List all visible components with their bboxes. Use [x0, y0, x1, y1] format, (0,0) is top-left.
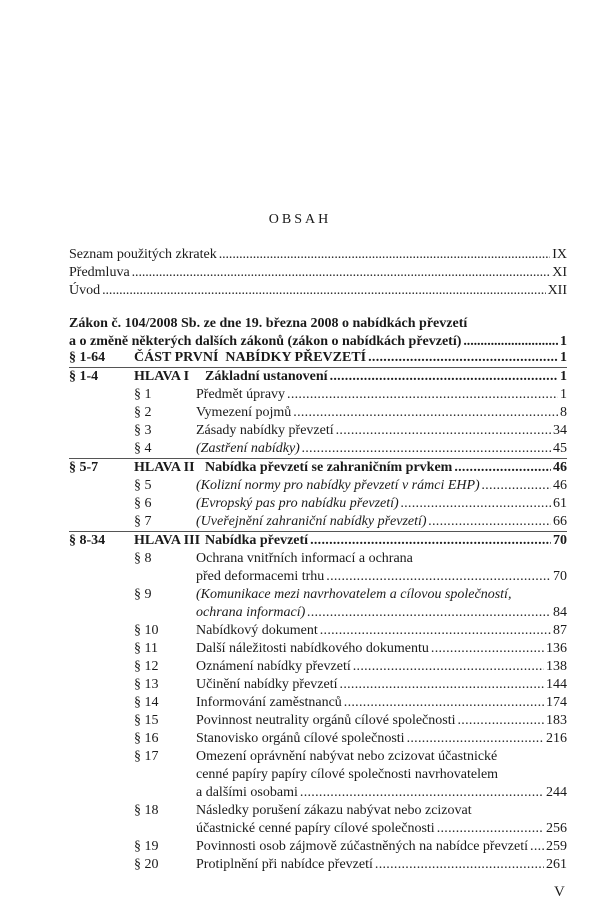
leader-dots	[293, 404, 558, 422]
entry-page: 1	[560, 334, 567, 349]
toc-section-8[interactable]	[69, 550, 567, 586]
leader-dots	[320, 622, 551, 640]
leader-dots	[482, 477, 551, 495]
page-title: OBSAH	[268, 212, 332, 227]
section-title: Předmět úpravy	[196, 387, 286, 402]
toc-section-5[interactable]	[69, 477, 567, 495]
section-number: § 18	[134, 803, 159, 818]
section-range: § 1-4	[69, 369, 99, 384]
entry-page: 144	[546, 677, 567, 692]
hlava-label: Základní ustanovení	[205, 369, 328, 384]
leader-dots	[307, 604, 551, 622]
entry-page: 216	[546, 731, 567, 746]
entry-page: XII	[547, 283, 567, 298]
section-number: § 12	[134, 659, 159, 674]
section-number: § 5	[134, 478, 152, 493]
toc-section-15[interactable]	[69, 712, 567, 730]
section-number: § 19	[134, 839, 159, 854]
entry-page: 183	[546, 713, 567, 728]
section-title: Informování zaměstnanců	[196, 695, 342, 710]
entry-page: 138	[546, 659, 567, 674]
section-title: (Uveřejnění zahraniční nabídky převzetí)	[196, 514, 427, 529]
toc-section-10[interactable]	[69, 622, 567, 640]
section-title: Další náležitosti nabídkového dokumentu	[196, 641, 429, 656]
section-range: § 8-34	[69, 533, 106, 548]
leader-dots	[344, 694, 544, 712]
section-title: Zásady nabídky převzetí	[196, 423, 334, 438]
section-number: § 4	[134, 441, 152, 456]
entry-page: 1	[560, 350, 567, 365]
leader-dots	[407, 730, 544, 748]
entry-page: 46	[553, 478, 567, 493]
entry-page: 66	[553, 514, 567, 529]
section-number: § 20	[134, 857, 159, 872]
section-number: § 13	[134, 677, 159, 692]
entry-page: 46	[553, 460, 567, 475]
leader-dots	[132, 264, 551, 282]
section-range: § 5-7	[69, 460, 99, 475]
leader-dots	[310, 532, 551, 550]
toc-section-3[interactable]	[69, 422, 567, 440]
leader-dots	[375, 856, 544, 874]
leader-dots	[340, 676, 544, 694]
toc-hlava-1[interactable]	[69, 367, 567, 386]
section-title: Povinnosti osob zájmově zúčastněných na nabídce převzetí	[196, 839, 529, 854]
section-number: § 17	[134, 749, 159, 764]
page-number: V	[554, 884, 565, 900]
entry-page: IX	[552, 247, 567, 262]
entry-page: 1	[560, 387, 567, 402]
section-range: § 1-64	[69, 350, 106, 365]
hlava-label: Nabídka převzetí	[205, 533, 309, 548]
section-title: Učinění nabídky převzetí	[196, 677, 338, 692]
toc-section-6[interactable]	[69, 495, 567, 513]
hlava-label: Nabídka převzetí se zahraničním prvkem	[205, 460, 453, 475]
section-title-line: Následky porušení zákazu nabývat nebo zcizovat	[196, 803, 472, 818]
toc-hlava-3[interactable]	[69, 531, 567, 550]
section-number: § 1	[134, 387, 152, 402]
section-number: § 11	[134, 641, 158, 656]
toc-entry-introduction[interactable]	[69, 282, 567, 300]
toc-section-19[interactable]	[69, 838, 567, 856]
entry-page: 70	[553, 569, 567, 584]
toc-section-12[interactable]	[69, 658, 567, 676]
entry-page: 256	[546, 821, 567, 836]
leader-dots	[429, 513, 551, 531]
toc-section-7[interactable]	[69, 513, 567, 531]
leader-dots	[431, 640, 544, 658]
toc-section-4[interactable]	[69, 440, 567, 458]
section-number: § 7	[134, 514, 152, 529]
leader-dots	[454, 459, 551, 477]
section-title-line: před deformacemi trhu	[196, 569, 325, 584]
leader-dots	[219, 246, 551, 264]
section-title: Povinnost neutrality orgánů cílové společnosti	[196, 713, 456, 728]
toc-section-20[interactable]	[69, 856, 567, 874]
entry-page: 87	[553, 623, 567, 638]
entry-label: Úvod	[69, 283, 101, 298]
section-number: § 3	[134, 423, 152, 438]
entry-page: XI	[552, 265, 567, 280]
entry-page: 261	[546, 857, 567, 872]
hlava-number: HLAVA II	[134, 460, 195, 475]
part-label: ČÁST PRVNÍ NABÍDKY PŘEVZETÍ	[134, 350, 367, 365]
section-number: § 2	[134, 405, 152, 420]
section-title-line: Ochrana vnitřních informací a ochrana	[196, 551, 413, 566]
entry-page: 84	[553, 605, 567, 620]
entry-page: 1	[560, 369, 567, 384]
section-number: § 9	[134, 587, 152, 602]
hlava-number: HLAVA III	[134, 533, 201, 548]
toc-section-9[interactable]	[69, 586, 567, 622]
leader-dots	[368, 349, 558, 367]
entry-page: 259	[546, 839, 567, 854]
entry-page: 8	[560, 405, 567, 420]
entry-label: Seznam použitých zkratek	[69, 247, 217, 262]
toc-section-18[interactable]	[69, 802, 567, 838]
leader-dots	[530, 838, 544, 856]
toc-section-17[interactable]	[69, 748, 567, 802]
leader-dots	[437, 820, 544, 838]
section-title: Protiplnění při nabídce převzetí	[196, 857, 373, 872]
section-number: § 14	[134, 695, 159, 710]
toc-part-one[interactable]	[69, 349, 567, 367]
section-title-line: (Komunikace mezi navrhovatelem a cílovou společností,	[196, 587, 512, 602]
section-title: Vymezení pojmů	[196, 405, 292, 420]
entry-page: 70	[553, 533, 567, 548]
toc-section-1[interactable]	[69, 386, 567, 404]
leader-dots	[102, 282, 545, 300]
leader-dots	[300, 784, 544, 802]
toc-hlava-2[interactable]	[69, 458, 567, 477]
section-number: § 16	[134, 731, 159, 746]
law-title-line-2: a o změně některých dalších zákonů (zákon o nabídkách převzetí)	[69, 334, 462, 349]
entry-label: Předmluva	[69, 265, 130, 280]
section-number: § 6	[134, 496, 152, 511]
leader-dots	[326, 568, 551, 586]
entry-page: 136	[546, 641, 567, 656]
hlava-number: HLAVA I	[134, 369, 190, 384]
section-title: (Zastření nabídky)	[196, 441, 300, 456]
leader-dots	[330, 368, 558, 386]
leader-dots	[458, 712, 545, 730]
toc-section-13[interactable]	[69, 676, 567, 694]
section-number: § 15	[134, 713, 159, 728]
section-number: § 8	[134, 551, 152, 566]
toc-entry-abbreviations[interactable]	[69, 246, 567, 264]
section-title: (Kolizní normy pro nabídky převzetí v rámci EHP)	[196, 478, 480, 493]
entry-page: 61	[553, 496, 567, 511]
law-title-entry[interactable]	[69, 315, 567, 351]
section-title-line: a dalšími osobami	[196, 785, 298, 800]
front-matter-list	[69, 246, 567, 300]
law-title-line-1: Zákon č. 104/2008 Sb. ze dne 19. března 2008 o nabídkách převzetí	[69, 316, 468, 331]
toc-section-2[interactable]	[69, 404, 567, 422]
leader-dots	[353, 658, 544, 676]
toc-section-14[interactable]	[69, 694, 567, 712]
entry-page: 174	[546, 695, 567, 710]
section-title: (Evropský pas pro nabídku převzetí)	[196, 496, 399, 511]
section-title-line: účastnické cenné papíry cílové společnosti	[196, 821, 435, 836]
entry-page: 244	[546, 785, 567, 800]
leader-dots	[302, 440, 551, 458]
section-title: Nabídkový dokument	[196, 623, 318, 638]
leader-dots	[401, 495, 551, 513]
toc-table	[69, 349, 567, 874]
section-title-line: ochrana informací)	[196, 605, 306, 620]
section-title: Oznámení nabídky převzetí	[196, 659, 351, 674]
toc-section-16[interactable]	[69, 730, 567, 748]
toc-entry-preface[interactable]	[69, 264, 567, 282]
entry-page: 34	[553, 423, 567, 438]
section-title: Stanovisko orgánů cílové společnosti	[196, 731, 405, 746]
leader-dots	[287, 386, 558, 404]
section-number: § 10	[134, 623, 159, 638]
section-title-line: cenné papíry papíry cílové společnosti navrhovatelem	[196, 767, 499, 782]
leader-dots	[336, 422, 551, 440]
toc-section-11[interactable]	[69, 640, 567, 658]
entry-page: 45	[553, 441, 567, 456]
section-title-line: Omezení oprávnění nabývat nebo zcizovat účastnické	[196, 749, 498, 764]
